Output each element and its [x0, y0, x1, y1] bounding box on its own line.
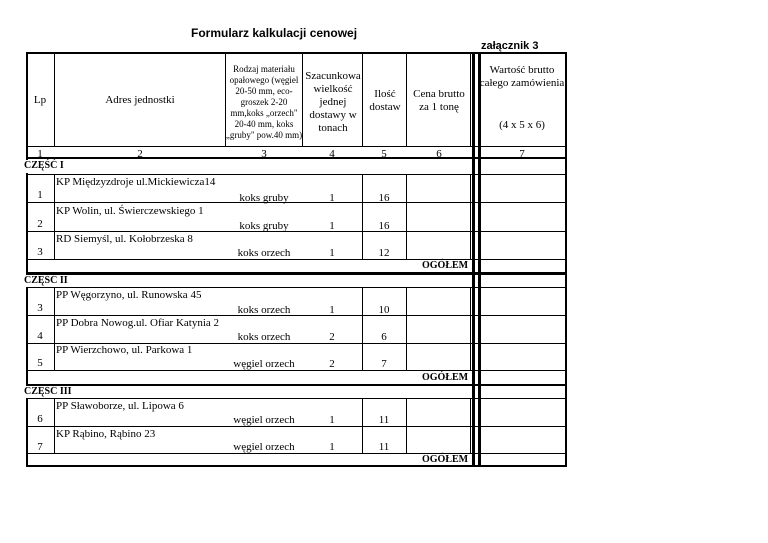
- col-number: 5: [381, 148, 387, 160]
- col-number: 3: [261, 148, 267, 160]
- col-divider: [362, 287, 363, 370]
- row-fuel: węgiel orzech: [233, 358, 295, 370]
- row-address: KP Rąbino, Rąbino 23: [56, 428, 156, 440]
- row-size: 2: [329, 331, 335, 343]
- row-count: 12: [378, 247, 390, 259]
- row-fuel: koks orzech: [237, 304, 291, 316]
- row-rule: [26, 315, 567, 316]
- row-size: 2: [329, 358, 335, 370]
- row-size: 1: [329, 441, 335, 453]
- row-count: 10: [378, 304, 390, 316]
- section-rule: [26, 273, 567, 275]
- col-number: 4: [329, 148, 335, 160]
- row-rule: [26, 231, 567, 232]
- row-count: 7: [381, 358, 387, 370]
- row-lp: 4: [37, 330, 43, 342]
- row-size: 1: [329, 192, 335, 204]
- total-label: OGÓŁEM: [422, 454, 469, 465]
- row-fuel: koks orzech: [237, 247, 291, 259]
- row-count: 11: [378, 414, 390, 426]
- row-size: 1: [329, 220, 335, 232]
- col-divider: [406, 287, 407, 370]
- header-estimated-size: Szacunkowa wielkość jednej dostawy w tonach: [305, 70, 361, 134]
- row-size: 1: [329, 304, 335, 316]
- row-fuel: węgiel orzech: [233, 441, 295, 453]
- section-rule: [26, 384, 567, 386]
- row-address: KP Międzyzdroje ul.Mickiewicza14: [56, 176, 216, 188]
- row-size: 1: [329, 414, 335, 426]
- table-bottom-border: [26, 465, 567, 467]
- col-number: 7: [519, 148, 525, 160]
- col-divider: [470, 287, 471, 370]
- row-count: 16: [378, 220, 390, 232]
- row-address: KP Wolin, ul. Świerczewskiego 1: [56, 205, 204, 217]
- row-fuel: koks gruby: [239, 220, 289, 232]
- row-lp: 3: [37, 302, 43, 314]
- col-divider: [54, 174, 55, 259]
- row-fuel: węgiel orzech: [233, 414, 295, 426]
- table-top-border: [26, 52, 567, 54]
- section-label: CZĘŚĆ I: [24, 160, 64, 171]
- col-divider: [470, 174, 471, 259]
- section-rule: [26, 174, 567, 175]
- row-lp: 1: [37, 189, 43, 201]
- row-lp: 7: [37, 441, 43, 453]
- row-rule: [26, 259, 567, 260]
- row-fuel: koks gruby: [239, 192, 289, 204]
- total-label: OGÓŁEM: [422, 260, 469, 271]
- header-lp: Lp: [33, 94, 47, 106]
- row-address: PP Wierzchowo, ul. Parkowa 1: [56, 344, 193, 356]
- header-rule: [26, 157, 567, 159]
- col-number: 1: [37, 148, 43, 160]
- section-label: CZĘŚĆ III: [24, 386, 72, 397]
- row-rule: [26, 453, 567, 454]
- row-address: PP Węgorzyno, ul. Runowska 45: [56, 289, 202, 301]
- document-title: Formularz kalkulacji cenowej: [191, 26, 358, 40]
- row-count: 16: [378, 192, 390, 204]
- row-rule: [26, 426, 567, 427]
- header-formula: (4 x 5 x 6): [499, 119, 545, 131]
- row-count: 6: [381, 331, 387, 343]
- row-rule: [26, 202, 567, 203]
- header-total-value: Wartość brutto całego zamówienia: [479, 64, 565, 89]
- row-lp: 6: [37, 413, 43, 425]
- section-rule: [26, 287, 567, 288]
- header-deliveries: Ilość dostaw: [369, 88, 401, 113]
- col-number: 2: [137, 148, 143, 160]
- row-address: PP Dobra Nowog.ul. Ofiar Katynia 2: [56, 317, 220, 329]
- annex-label: załącznik 3: [481, 40, 539, 52]
- row-lp: 3: [37, 246, 43, 258]
- header-fuel-type: Rodzaj materiału opałowego (węgiel 20-50 mm, eco- groszek 2-20 mm,koks „orzech" 20-40 mm, koks „gruby" pow.40 mm): [225, 64, 303, 140]
- row-rule: [26, 370, 567, 371]
- row-lp: 5: [37, 357, 43, 369]
- header-address: Adres jednostki: [105, 94, 175, 106]
- total-label: OGÓŁEM: [422, 372, 469, 383]
- row-fuel: koks orzech: [237, 331, 291, 343]
- col-divider: [362, 174, 363, 259]
- header-price: Cena brutto za 1 tonę: [413, 88, 465, 113]
- row-address: PP Sławoborze, ul. Lipowa 6: [56, 400, 184, 412]
- row-lp: 2: [37, 218, 43, 230]
- row-address: RD Siemyśl, ul. Kołobrzeska 8: [56, 233, 193, 245]
- row-count: 11: [378, 441, 390, 453]
- col-divider: [406, 174, 407, 259]
- col-divider: [54, 287, 55, 370]
- header-rule: [26, 146, 567, 147]
- row-size: 1: [329, 247, 335, 259]
- section-label: CZĘŚĆ II: [24, 275, 68, 286]
- section-rule: [26, 398, 567, 399]
- col-number: 6: [436, 148, 442, 160]
- price-calculation-table: [26, 52, 567, 467]
